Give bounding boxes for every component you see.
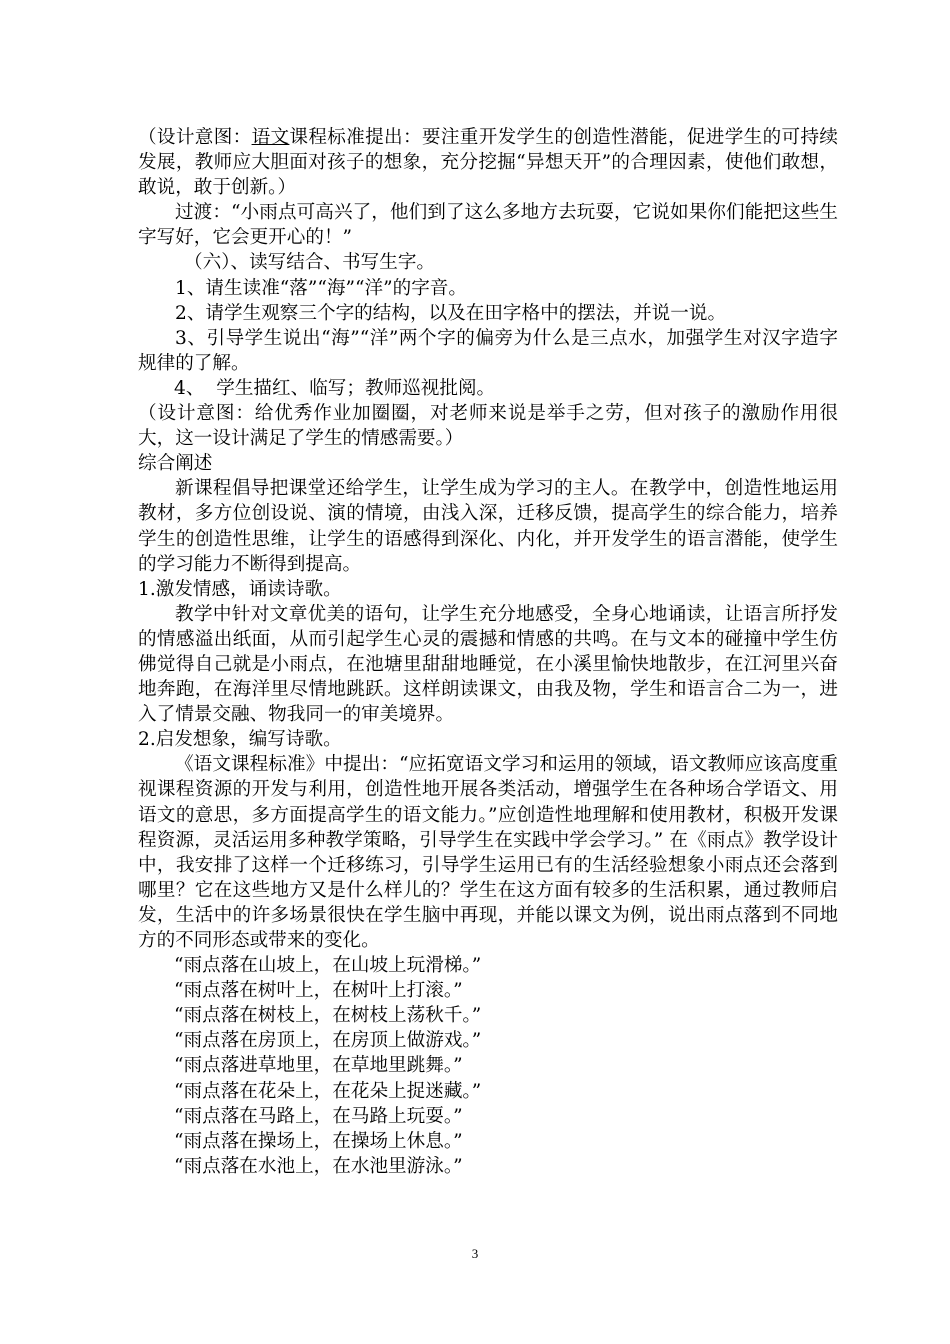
transition-paragraph: 过渡：“小雨点可高兴了，他们到了这么多地方去玩耍，它说如果你们能把这些生字写好，它会更开心的！”: [138, 202, 838, 249]
summary-paragraph: 新课程倡导把课堂还给学生，让学生成为学习的主人。在教学中，创造性地运用教材，多方位创设说、演的情境，由浅入深，迁移反馈，提高学生的综合能力，培养学生的创造性思维，让学生的语感得到深化、内化，并开发学生的语言潜能，使学生的学习能力不断得到提高。: [138, 478, 838, 575]
poem-line: “雨点落在树枝上，在树枝上荡秋千。”: [174, 1005, 482, 1027]
design-intent-prefix: （设计意图：: [138, 127, 252, 148]
point-2-heading: 2.启发想象，编写诗歌。: [138, 729, 342, 751]
poem-line: “雨点落在树叶上，在树叶上打滚。”: [174, 980, 463, 1002]
summary-heading: 综合阐述: [138, 453, 213, 475]
design-intent-paragraph-1: [138, 125, 838, 200]
step-3: 3、引导学生说出“海”“洋”两个字的偏旁为什么是三点水，加强学生对汉字造字规律的了解。: [138, 327, 838, 374]
point-1-paragraph: 教学中针对文章优美的语句，让学生充分地感受，全身心地诵读，让语言所抒发的情感溢出纸面，从而引起学生心灵的震撼和情感的共鸣。在与文本的碰撞中学生仿佛觉得自己就是小雨点，在池塘里甜甜地睡觉，在小溪里愉快地散步，在江河里兴奋地奔跑，在海洋里尽情地跳跃。这样朗读课文，由我及物，学生和语言合二为一，进入了情景交融、物我同一的审美境界。: [138, 603, 838, 726]
underlined-word-link[interactable]: 语文: [251, 127, 290, 148]
page-number: 3: [471, 1246, 479, 1261]
design-intent-text: 课程标准提出：要注重开发学生的创造性潜能，促进学生的可持续发展，教师应大胆面对孩子的想象，充分挖掘“异想天开”的合理因素，使他们敢想，敢说，敢于创新。）: [138, 127, 838, 199]
poem-line: “雨点落在水池上，在水池里游泳。”: [174, 1155, 463, 1177]
point-1-heading: 1.激发情感，诵读诗歌。: [138, 578, 342, 600]
step-2: 2、请学生观察三个字的结构，以及在田字格中的摆法，并说一说。: [175, 302, 727, 324]
poem-line: “雨点落在马路上，在马路上玩耍。”: [174, 1105, 463, 1127]
design-intent-paragraph-2: （设计意图：给优秀作业加圈圈，对老师来说是举手之劳，但对孩子的激励作用很大，这一设计满足了学生的情感需要。）: [138, 403, 838, 450]
poem-line: “雨点落在操场上，在操场上休息。”: [174, 1130, 463, 1152]
poem-line: “雨点落在山坡上，在山坡上玩滑梯。”: [174, 955, 482, 977]
poem-line: “雨点落进草地里，在草地里跳舞。”: [174, 1055, 463, 1077]
poem-line: “雨点落在花朵上，在花朵上捉迷藏。”: [174, 1080, 482, 1102]
step-4: 4、 学生描红、临写；教师巡视批阅。: [174, 377, 496, 399]
point-2-paragraph: 《语文课程标准》中提出：“应拓宽语文学习和运用的领域，语文教师应该高度重视课程资源的开发与利用，创造性地开展各类活动，增强学生在各种场合学语文、用语文的意思，多方面提高学生的语文能力。”应创造性地理解和使用教材，积极开发课程资源，灵活运用多种教学策略，引导学生在实践中学会学习。” 在《雨点》教学设计中，我安排了这样一个迁移练习，引导学生运用已有的生活经验想象小雨点还会落到哪里？它在这些地方又是什么样儿的？学生在这方面有较多的生活积累，通过教师启发，生活中的许多场景很快在学生脑中再现，并能以课文为例，说出雨点落到不同地方的不同形态或带来的变化。: [138, 754, 838, 951]
poem-line: “雨点落在房顶上，在房顶上做游戏。”: [174, 1030, 482, 1052]
step-1: 1、请生读准“落”“海”“洋”的字音。: [175, 277, 467, 299]
document-body: [138, 125, 838, 1179]
section-heading-six: （六）、读写结合、书写生字。: [184, 252, 436, 274]
